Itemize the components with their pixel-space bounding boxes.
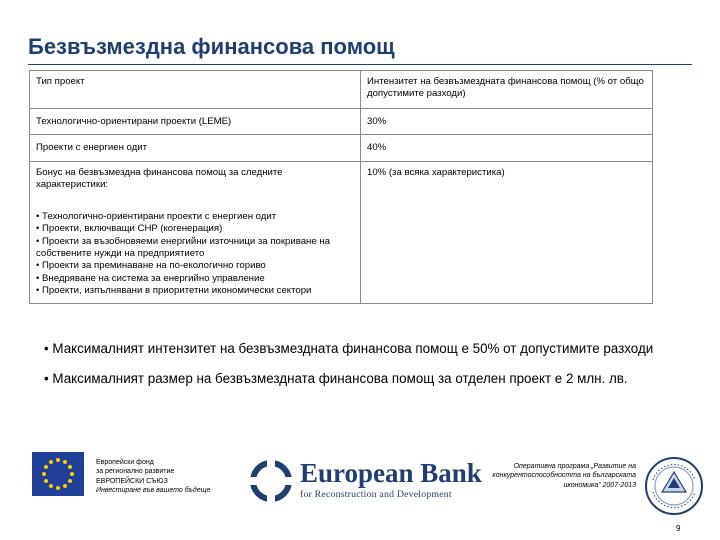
bullet-glyph: • (36, 211, 40, 223)
slide-title: Безвъзмездна финансова помощ (28, 34, 395, 59)
note-max-intensity: • Максималният интензитет на безвъзмездната финансова помощ е 50% от допустимите разходи (44, 341, 654, 356)
list-item (36, 285, 355, 297)
list-item (36, 223, 355, 235)
list-item-text: Проекти за преминаване на по-екологично гориво (42, 260, 266, 272)
eu-fund-line: за регионално развитие (96, 468, 175, 476)
table-row (30, 135, 653, 161)
list-item-text: Проекти за възобновяеми енергийни източници за покриване на собствените нужди на предприятието (36, 235, 330, 260)
bullet-glyph: • (36, 223, 40, 235)
ebrd-subtitle: for Reconstruction and Development (300, 489, 452, 500)
table-header-row (30, 71, 653, 109)
bullet-glyph: • (36, 284, 40, 296)
note-max-amount: • Максималният размер на безвъзмездната финансова помощ за отделен проект е 2 млн. лв. (44, 371, 628, 386)
notes-block (30, 340, 694, 400)
list-item (36, 211, 355, 223)
header-intensity: Интензитет на безвъзмездната финансова помощ (% от общо допустимите разходи) (361, 71, 653, 109)
list-item-text: Внедряване на система за енергийно управление (42, 272, 265, 284)
op-line: конкурентоспособността на българската (492, 472, 636, 480)
bonus-value: 10% (за всяка характеристика) (361, 161, 653, 304)
eu-fund-line: Европейски фонд (96, 459, 154, 466)
row-value: 30% (361, 109, 653, 135)
row-label: Проекти с енергиен одит (30, 135, 361, 161)
eu-fund-caption (96, 458, 210, 496)
eu-fund-line: ЕВРОПЕЙСКИ СЪЮЗ (96, 477, 168, 485)
table-row (30, 109, 653, 135)
row-label: Технологично-ориентирани проекти (LEME) (30, 109, 361, 135)
list-item-text: Проекти, включващи CHP (когенерация) (42, 223, 223, 235)
op-line: икономика” 2007-2013 (563, 481, 636, 489)
eu-flag-logo (32, 452, 84, 496)
bonus-label: Бонус на безвъзмездна финансова помощ за следните характеристики: (36, 166, 283, 190)
page-number: 9 (676, 524, 681, 533)
table-row-bonus (30, 161, 653, 304)
ebrd-logo-icon (250, 460, 292, 502)
header-project-type: Тип проект (30, 71, 361, 109)
bullet-glyph: • (36, 260, 40, 272)
title-underline (28, 64, 692, 65)
bonus-list (36, 211, 355, 297)
row-value: 40% (361, 135, 653, 161)
bullet-glyph: • (36, 235, 40, 247)
operational-programme-seal-icon (644, 456, 704, 516)
list-item-text: Технологично-ориентирани проекти с енергиен одит (42, 211, 277, 223)
list-item-text: Проекти, изпълнявани в приоритетни икономически сектори (42, 284, 312, 296)
grant-intensity-table (29, 70, 653, 304)
bullet-glyph: • (36, 272, 40, 284)
list-item (36, 273, 355, 285)
list-item (36, 236, 355, 261)
eu-stars-icon (32, 452, 84, 496)
list-item (36, 260, 355, 272)
bonus-cell (30, 161, 361, 304)
operational-programme-caption (466, 462, 636, 490)
op-line: Оперативна програма „Развитие на (513, 463, 636, 470)
ebrd-name: European Bank (300, 458, 482, 488)
eu-fund-slogan: Инвестиране във вашето бъдеще (96, 487, 211, 495)
